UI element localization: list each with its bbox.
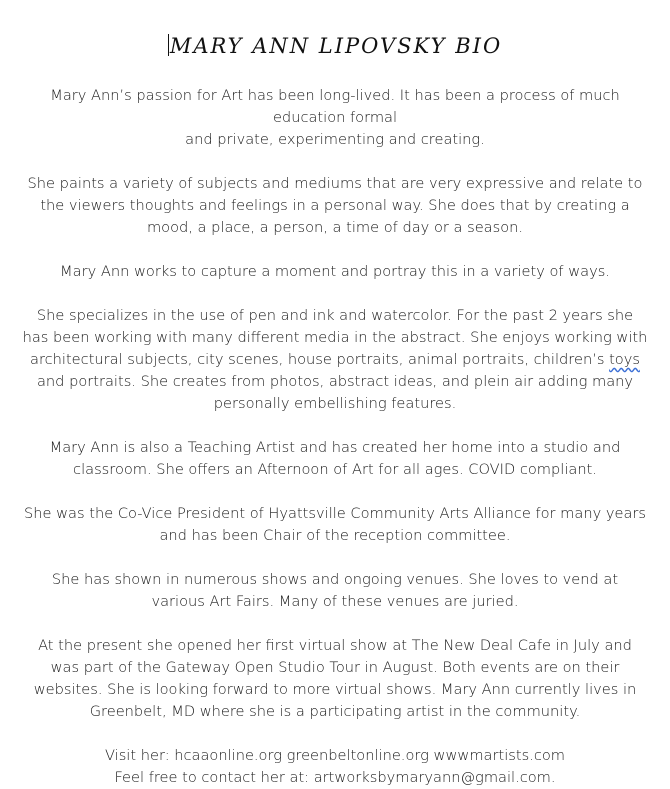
paragraph-vice-president [18,503,652,547]
paragraph-line: She was the Co-Vice President of Hyattsville Community Arts Alliance for many years [23,505,646,522]
email-line: Feel free to contact her at: artworksbymaryann@gmail.com. [114,769,556,786]
paragraph-line-text: architectural subjects, city scenes, house portraits, animal portraits, children’s [30,351,610,368]
spellcheck-flagged-word: toys [609,351,640,368]
title-row [0,34,670,64]
paragraph-subjects [18,173,652,239]
bio-body [18,85,652,789]
paragraph-line: education formal [272,109,398,126]
paragraph-line-toys [18,349,652,371]
paragraph-line: Mary Ann’s passion for Art has been long-lived. It has been a process of much [50,87,620,104]
contact-block [18,745,652,789]
paragraph-line: and private, experimenting and creating. [185,131,485,148]
paragraph-line: At the present she opened her first virtual show at The New Deal Cafe in July and [38,637,632,654]
paragraph-line: has been working with many different media in the abstract. She enjoys working with [22,329,648,346]
paragraph-line: She paints a variety of subjects and mediums that are very expressive and relate to [27,175,643,192]
paragraph-present [18,635,652,723]
paragraph-line: various Art Fairs. Many of these venues are juried. [151,593,519,610]
paragraph-line: and has been Chair of the reception committee. [159,527,511,544]
paragraph-line: websites. She is looking forward to more virtual shows. Mary Ann currently lives in [33,681,637,698]
paragraph-capture [18,261,652,283]
paragraph-line: Mary Ann is also a Teaching Artist and has created her home into a studio and [49,439,621,456]
visit-line: Visit her: hcaaonline.org greenbeltonline.org wwwmartists.com [104,747,565,764]
paragraph-line: classroom. She offers an Afternoon of Art for all ages. COVID compliant. [73,461,597,478]
paragraph-line: Mary Ann works to capture a moment and portray this in a variety of ways. [60,263,610,280]
paragraph-line: personally embellishing features. [213,395,457,412]
paragraph-line: She has shown in numerous shows and ongoing venues. She loves to vend at [51,571,619,588]
paragraph-line: mood, a place, a person, a time of day or a season. [146,219,524,236]
paragraph-teaching [18,437,652,481]
paragraph-specializes [18,305,652,415]
paragraph-passion [18,85,652,151]
paragraph-line: was part of the Gateway Open Studio Tour in August. Both events are on their [50,659,620,676]
paragraph-line: She specializes in the use of pen and ink and watercolor. For the past 2 years she [36,307,634,324]
text-cursor [168,34,169,56]
paragraph-shows [18,569,652,613]
paragraph-line: the viewers thoughts and feelings in a personal way. She does that by creating a [40,197,630,214]
paragraph-line: and portraits. She creates from photos, abstract ideas, and plein air adding many [36,373,634,390]
page-title: MARY ANN LIPOVSKY BIO [169,34,503,58]
paragraph-line: Greenbelt, MD where she is a participating artist in the community. [89,703,581,720]
